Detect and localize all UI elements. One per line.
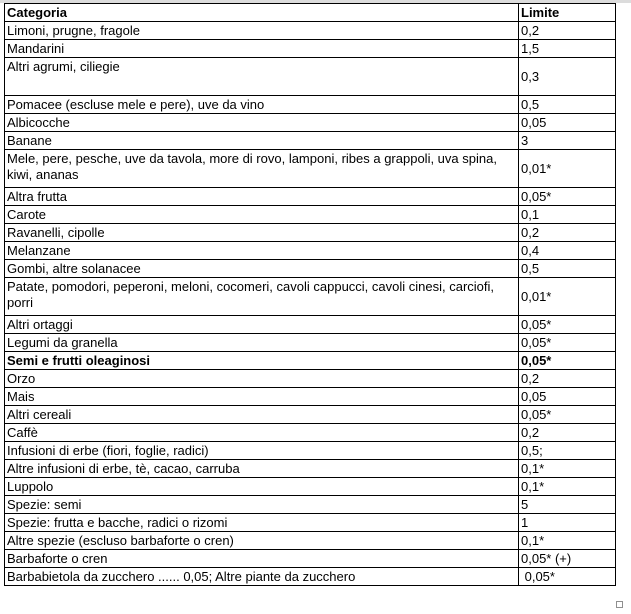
limit-cell: 0,5: [519, 260, 616, 278]
category-cell: Barbaforte o cren: [5, 550, 519, 568]
category-cell: Carote: [5, 206, 519, 224]
table-row: [5, 550, 616, 568]
limit-cell: 1,5: [519, 40, 616, 58]
limit-cell: 5: [519, 496, 616, 514]
limit-cell: 0,4: [519, 242, 616, 260]
limit-cell: 0,5: [519, 96, 616, 114]
category-cell: Altri ortaggi: [5, 316, 519, 334]
table-row: [5, 150, 616, 188]
limit-cell: 0,1*: [519, 460, 616, 478]
category-cell: Mandarini: [5, 40, 519, 58]
table-row: [5, 424, 616, 442]
category-cell: Mais: [5, 388, 519, 406]
column-header-limite: Limite: [519, 4, 616, 22]
category-cell: Semi e frutti oleaginosi: [5, 352, 519, 370]
category-cell: Pomacee (escluse mele e pere), uve da vino: [5, 96, 519, 114]
category-cell: Banane: [5, 132, 519, 150]
limit-cell: 0,05*: [519, 334, 616, 352]
limit-cell: 0,05: [519, 388, 616, 406]
limit-cell: 0,1*: [519, 478, 616, 496]
category-cell: Limoni, prugne, fragole: [5, 22, 519, 40]
category-cell: Spezie: frutta e bacche, radici o rizomi: [5, 514, 519, 532]
limit-cell: 0,05: [519, 114, 616, 132]
table-row: [5, 316, 616, 334]
table-row: [5, 224, 616, 242]
table-row: [5, 58, 616, 96]
table-row: [5, 496, 616, 514]
table-row: [5, 278, 616, 316]
table-row: [5, 460, 616, 478]
limit-cell: 0,2: [519, 424, 616, 442]
table-row: [5, 132, 616, 150]
table-row: [5, 40, 616, 58]
limit-cell: 0,2: [519, 22, 616, 40]
category-cell: Altri cereali: [5, 406, 519, 424]
table-row: [5, 370, 616, 388]
table-row: [5, 478, 616, 496]
category-cell: Luppolo: [5, 478, 519, 496]
table-row: [5, 188, 616, 206]
category-cell: Ravanelli, cipolle: [5, 224, 519, 242]
table-row: [5, 568, 616, 586]
table-row: [5, 242, 616, 260]
column-header-categoria: Categoria: [5, 4, 519, 22]
limit-cell: 0,5;: [519, 442, 616, 460]
limit-cell: 0,01*: [519, 150, 616, 188]
limit-cell: 0,01*: [519, 278, 616, 316]
table-row: [5, 406, 616, 424]
category-cell: Melanzane: [5, 242, 519, 260]
limit-cell: 0,05*: [519, 352, 616, 370]
category-cell: Patate, pomodori, peperoni, meloni, cocomeri, cavoli cappucci, cavoli cinesi, carciofi, porri: [5, 278, 519, 316]
category-cell: Altre spezie (escluso barbaforte o cren): [5, 532, 519, 550]
table-row: [5, 260, 616, 278]
table-row: [5, 206, 616, 224]
category-cell: Altre infusioni di erbe, tè, cacao, carruba: [5, 460, 519, 478]
limit-cell: 0,3: [519, 58, 616, 96]
table-row: [5, 22, 616, 40]
table-row: [5, 388, 616, 406]
table-row: [5, 514, 616, 532]
limit-cell: 0,2: [519, 224, 616, 242]
category-cell: Caffè: [5, 424, 519, 442]
table-row: [5, 334, 616, 352]
category-cell: Gombi, altre solanacee: [5, 260, 519, 278]
limit-cell: 0,1: [519, 206, 616, 224]
table-row: [5, 96, 616, 114]
limit-cell: 0,05*: [519, 406, 616, 424]
limits-table: [4, 3, 616, 586]
limit-cell: 0,05* (+): [519, 550, 616, 568]
limit-cell: 0,1*: [519, 532, 616, 550]
table-row: [5, 352, 616, 370]
resize-handle[interactable]: [616, 601, 623, 608]
limit-cell: 0,05*: [519, 188, 616, 206]
category-cell: Altri agrumi, ciliegie: [5, 58, 519, 96]
table-row: [5, 442, 616, 460]
category-cell: Altra frutta: [5, 188, 519, 206]
category-cell: Albicocche: [5, 114, 519, 132]
limit-cell: 0,2: [519, 370, 616, 388]
category-cell: Barbabietola da zucchero ...... 0,05; Altre piante da zucchero: [5, 568, 519, 586]
table-row: [5, 114, 616, 132]
limit-cell: 3: [519, 132, 616, 150]
limit-cell: 0,05*: [519, 316, 616, 334]
table-row: [5, 532, 616, 550]
limit-cell: 1: [519, 514, 616, 532]
category-cell: Infusioni di erbe (fiori, foglie, radici): [5, 442, 519, 460]
category-cell: Mele, pere, pesche, uve da tavola, more di rovo, lamponi, ribes a grappoli, uva spina, kiwi, ananas: [5, 150, 519, 188]
category-cell: Orzo: [5, 370, 519, 388]
table-body: [5, 22, 616, 586]
header-row: [5, 4, 616, 22]
category-cell: Spezie: semi: [5, 496, 519, 514]
limit-cell: 0,05*: [519, 568, 616, 586]
category-cell: Legumi da granella: [5, 334, 519, 352]
